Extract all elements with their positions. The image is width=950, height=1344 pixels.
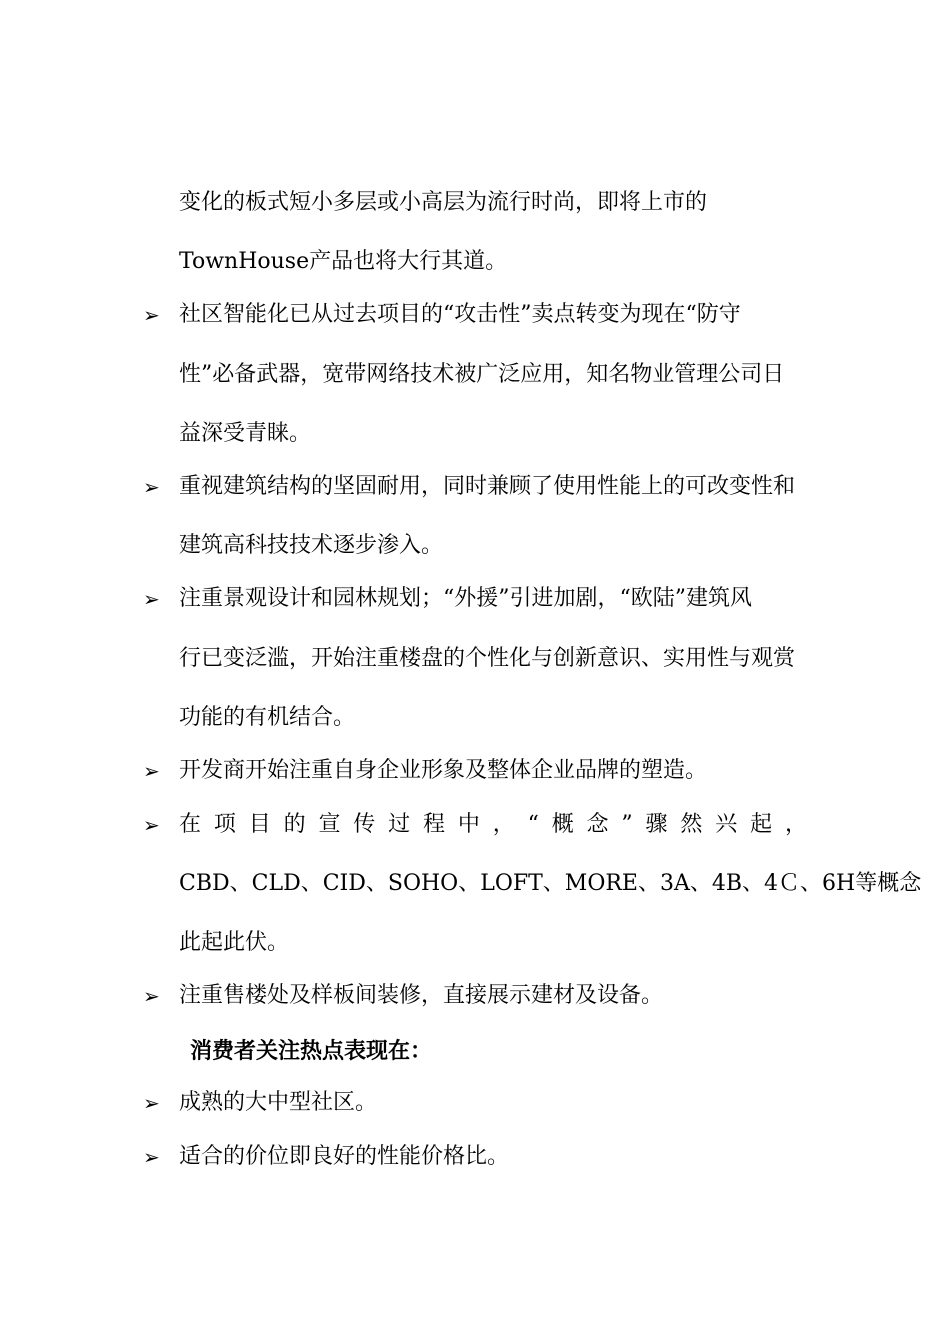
list-item-line: 重视建筑结构的坚固耐用，同时兼顾了使用性能上的可改变性和	[179, 474, 796, 499]
text-char: 过	[388, 812, 411, 837]
list-item-line: 成熟的大中型社区。	[179, 1090, 378, 1115]
bullet-arrow-icon: ➢	[143, 813, 160, 837]
paragraph-line: 变化的板式短小多层或小高层为流行时尚，即将上市的	[179, 190, 708, 215]
list-item-line: 建筑高科技技术逐步渗入。	[179, 533, 444, 558]
section-heading: 消费者关注热点表现在：	[190, 1039, 433, 1064]
list-item-line: 注重景观设计和园林规划；“外援”引进加剧，“欧陆”建筑风	[179, 586, 752, 611]
text-char: 宣	[318, 812, 341, 837]
text-char: 的	[283, 812, 306, 837]
text-char: 项	[213, 812, 236, 837]
text-char: 概	[551, 812, 574, 837]
text-char: ”	[621, 812, 633, 837]
list-item-line: 此起此伏。	[179, 930, 290, 955]
text-char: 念	[586, 812, 609, 837]
text-char: “	[527, 812, 539, 837]
text-char: 然	[680, 812, 703, 837]
bullet-arrow-icon: ➢	[143, 1091, 160, 1115]
text-char: ，	[784, 812, 807, 837]
text-char: 程	[423, 812, 446, 837]
list-item-line: 注重售楼处及样板间装修，直接展示建材及设备。	[179, 983, 664, 1008]
bullet-arrow-icon: ➢	[143, 303, 160, 327]
text-char: 骤	[645, 812, 668, 837]
list-item-line: 社区智能化已从过去项目的“攻击性”卖点转变为现在“防守	[179, 302, 741, 327]
text-char: 在	[179, 812, 202, 837]
text-char: 传	[353, 812, 376, 837]
bullet-arrow-icon: ➢	[143, 475, 160, 499]
text-char: 起	[750, 812, 773, 837]
bullet-arrow-icon: ➢	[143, 759, 160, 783]
list-item-line: 行已变泛滥，开始注重楼盘的个性化与创新意识、实用性与观赏	[179, 646, 796, 671]
list-item-line: CBD、CLD、CID、SOHO、LOFT、MORE、3A、4B、4Ｃ、6H等概念	[179, 871, 922, 896]
text-char: 目	[248, 812, 271, 837]
list-item-line	[179, 810, 807, 840]
text-char: 中	[457, 812, 480, 837]
bullet-arrow-icon: ➢	[143, 587, 160, 611]
paragraph-line: TownHouse产品也将大行其道。	[179, 249, 508, 274]
list-item-line: 开发商开始注重自身企业形象及整体企业品牌的塑造。	[179, 758, 708, 783]
list-item-line: 功能的有机结合。	[179, 705, 356, 730]
text-char: 兴	[715, 812, 738, 837]
text-char: ，	[492, 812, 515, 837]
list-item-line: 性”必备武器，宽带网络技术被广泛应用，知名物业管理公司日	[179, 362, 785, 387]
list-item-line: 适合的价位即良好的性能价格比。	[179, 1144, 510, 1169]
list-item-line: 益深受青睐。	[179, 421, 312, 446]
bullet-arrow-icon: ➢	[143, 1145, 160, 1169]
bullet-arrow-icon: ➢	[143, 984, 160, 1008]
